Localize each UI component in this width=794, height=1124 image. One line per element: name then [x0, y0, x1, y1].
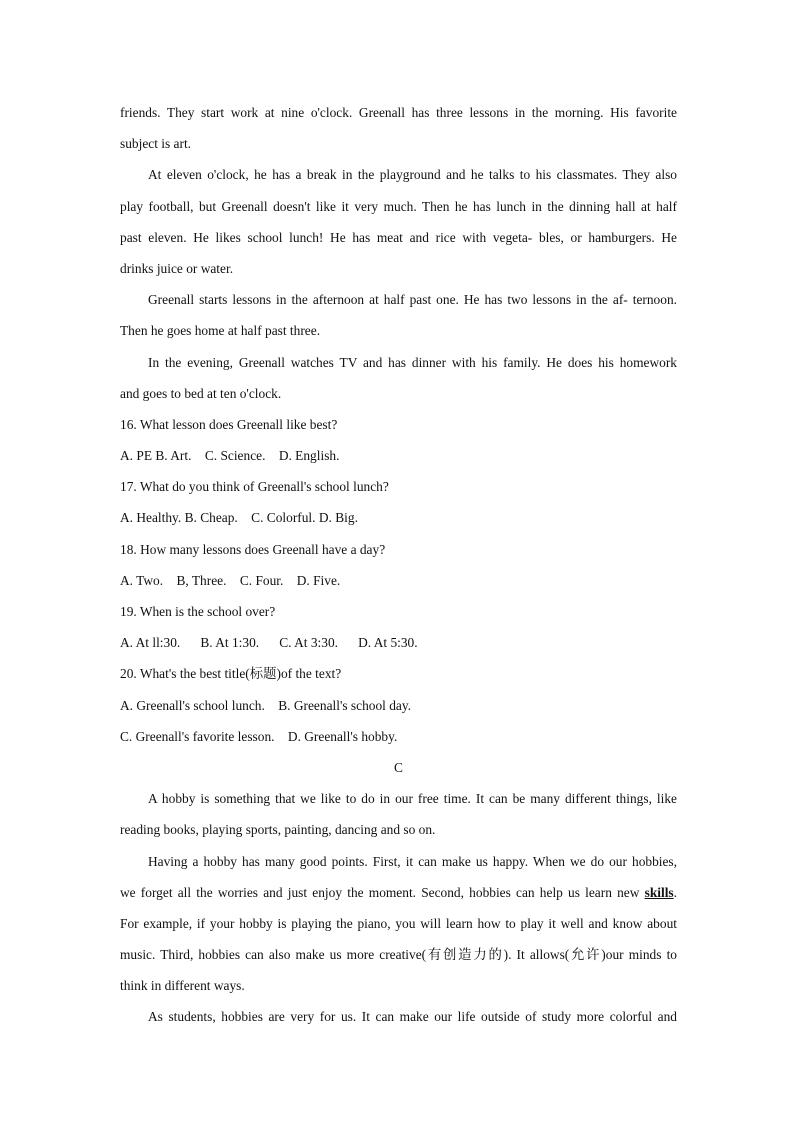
passage-b-p3-line1: Greenall starts lessons in the afternoon at half past one. He has two lessons in the af- ternoon.: [148, 292, 677, 308]
section-c-p2-line2-period: .: [673, 884, 677, 900]
document-page: [120, 97, 677, 1033]
question-16: 16. What lesson does Greenall like best?: [120, 416, 338, 432]
passage-b-p2-line3: past eleven. He likes school lunch! He has meat and rice with vegeta- bles, or hamburgers. He: [120, 229, 677, 245]
section-c-heading: C: [394, 759, 403, 775]
question-20-options-cd: C. Greenall's favorite lesson. D. Greenall's hobby.: [120, 728, 398, 744]
section-c-p2-line2-text: we forget all the worries and just enjoy the moment. Second, hobbies can help us learn new: [120, 884, 645, 900]
passage-b-p4-line2: and goes to bed at ten o'clock.: [120, 385, 282, 401]
section-c-p2-line4: music. Third, hobbies can also make us more creative(有创造力的). It allows(允许)our minds to: [120, 947, 677, 963]
section-c-p1-line1: A hobby is something that we like to do in our free time. It can be many different things, like: [148, 791, 677, 807]
passage-b-p2-line2: play football, but Greenall doesn't like it very much. Then he has lunch in the dinning hall at half: [120, 198, 677, 214]
section-c-p2-line2: [120, 877, 677, 908]
question-16-options: A. PE B. Art. C. Science. D. English.: [120, 448, 340, 464]
passage-b-p1-line2: subject is art.: [120, 136, 192, 152]
passage-b-p1-line1: friends. They start work at nine o'clock. Greenall has three lessons in the morning. His favorite: [120, 105, 677, 120]
underlined-word-skills: skills: [644, 884, 674, 900]
passage-b-p3-line2: Then he goes home at half past three.: [120, 323, 321, 339]
question-19-options: A. At ll:30. B. At 1:30. C. At 3:30. D. At 5:30.: [120, 635, 418, 651]
passage-b-p4-line1: In the evening, Greenall watches TV and has dinner with his family. He does his homework: [148, 354, 677, 370]
question-18-options: A. Two. B, Three. C. Four. D. Five.: [120, 572, 341, 588]
passage-b-p2-line4: drinks juice or water.: [120, 260, 234, 276]
passage-b-p2-line1: At eleven o'clock, he has a break in the playground and he talks to his classmates. They also: [148, 167, 677, 183]
section-c-p3-line1: As students, hobbies are very for us. It can make our life outside of study more colorful and: [148, 1009, 677, 1025]
section-c-p1-line2: reading books, playing sports, painting, dancing and so on.: [120, 822, 436, 838]
section-c-p2-line5: think in different ways.: [120, 978, 245, 994]
question-17-options: A. Healthy. B. Cheap. C. Colorful. D. Big.: [120, 510, 358, 526]
question-20: 20. What's the best title(标题)of the text?: [120, 666, 342, 682]
section-c-p2-line3: For example, if your hobby is playing the piano, you will learn how to play it well and know about: [120, 915, 677, 931]
question-20-options-ab: A. Greenall's school lunch. B. Greenall's school day.: [120, 697, 412, 713]
question-18: 18. How many lessons does Greenall have a day?: [120, 541, 386, 557]
question-17: 17. What do you think of Greenall's school lunch?: [120, 479, 389, 495]
section-c-p2-line1: Having a hobby has many good points. First, it can make us happy. When we do our hobbies,: [148, 853, 677, 869]
question-19: 19. When is the school over?: [120, 604, 276, 619]
